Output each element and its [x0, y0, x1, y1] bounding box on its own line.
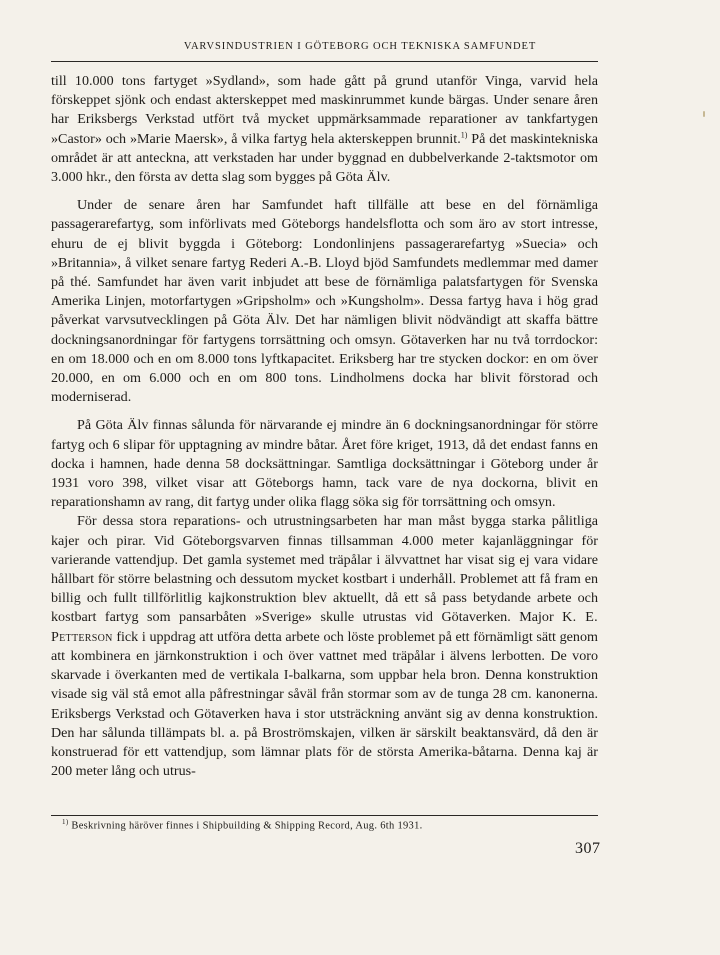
paragraph-4-text: För dessa stora reparations- och utrustningsarbeten har man måst bygga starka pålitliga kajer och pirar. Vid Göteborgsvarven finnas tillsamman 4.000 meter kajanläggningar för varierande vattendjup. Det gamla systemet med träpålar i älvvattnet har visat sig ej vara vidare hållbart för större belastning och dessutom mycket kostbart i underhåll. Problemet att få fram en billig och fullt tillförlitlig kajkonstruktion blev aktuellt, då ett så pass betydande arbete och kostbart fartyg som pansarbåten »Sverige» skulle utrustas vid Götaverken. Major	[51, 513, 598, 626]
margin-mark	[703, 111, 705, 117]
paragraph-3: På Göta Älv finnas sålunda för närvarande ej mindre än 6 dockningsanordningar för större fartyg och 6 slipar för upptagning av mindre båtar. Året före kriget, 1913, då det endast fanns en docka i hamnen, hade denna 58 docksättningar. Samtliga docksättningar i Göteborg under år 1931 voro 398, vilket visar att Göteborgs hamn, tack vare de nya dockorna, blivit en reparationshamn av rang, dit fartyg under olika flagg söka sig för torrsättning och omsyn.	[51, 417, 598, 511]
paragraph-4-end: fick i uppdrag att utföra detta arbete och löste problemet på ett förnämligt sätt genom att kombinera en järnkonstruktion i och över vattnet med träpålar i älvens lerbotten. De voro skarvade i överkanten med de vertikala I-balkarna, som uppbar hela bron. Denna konstruktion visade sig väl stå emot alla påfrestningar såväl från stormar som av de tunga 28 cm. kanonerna. Eriksbergs Verkstad och Götaverken hava i stor utsträckning använt sig av denna konstruktion. Den har sålunda tillämpats bl. a. på Broströmskajen, vilken är särskilt beaktansvärd, då den är konstruerad för ett vattendjup, som lämnar plats för de största Amerika-båtarna. Denna kaj är 200 meter lång och utrus-	[51, 628, 598, 780]
footnote	[62, 818, 423, 832]
paragraph-1-end: På det maskintekniska området är att anteckna, att verkstaden har under byggnad en dubbelverkande 2-taktsmotor om 3.000 hkr., den första av detta slag som bygges på Göta Älv.	[51, 130, 598, 186]
footnote-rule	[51, 815, 598, 816]
person-name: K. E. Petterson	[51, 609, 598, 645]
footnote-text: Beskrivning häröver finnes i Shipbuilding & Shipping Record, Aug. 6th 1931.	[71, 820, 423, 832]
running-header: VARVSINDUSTRIEN I GÖTEBORG OCH TEKNISKA SAMFUNDET	[183, 41, 537, 52]
header-rule	[51, 61, 598, 62]
body-text	[51, 72, 598, 781]
footnote-marker: 1)	[62, 818, 69, 826]
paragraph-2: Under de senare åren har Samfundet haft tillfälle att bese en del förnämliga passagerarefartyg, som införlivats med Göteborgs handelsflotta och som äro av stort intresse, ehuru de ej blivit byggda i Göteborg: Londonlinjens passagerarefartyg »Suecia» och »Britannia», å vilket senare fartyg Rederi A.-B. Lloyd bjöd Samfundets medlemmar med damer på thé. Samfundet har även varit inbjudet att bese de förnämliga palatsfartygen för Svenska Amerika Linjen, motorfartygen »Gripsholm» och »Kungsholm». Dessa fartyg hava i hög grad påverkat varvsutvecklingen på Göta Älv. Det har nämligen blivit nödvändigt att skaffa bättre dockningsanordningar för fartygens torrsättning och omsyn. Götaverken har nu två torrdockor: en om 18.000 och en om 8.000 tons lyftkapacitet. Eriksberg har tre stycken dockor: en om över 20.000, en om 6.000 och en om 800 tons. Lindholmens docka har blivit förstorad och moderniserad.	[51, 197, 598, 406]
footnote-reference: 1)	[460, 129, 468, 139]
paragraph-4	[51, 512, 598, 781]
page-number: 307	[575, 840, 601, 857]
paragraph-1-text: till 10.000 tons fartyget »Sydland», som hade gått på grund utanför Vinga, varvid hela förskeppet sjönk och endast akterskeppet med maskinrummet kunde bärgas. Under senare åren har Eriksbergs Verkstad utfört två mycket uppmärksammade reparationer av tankfartygen »Castor» och »Marie Maersk», å vilka fartyg hela akterskeppen brunnit.	[51, 73, 598, 147]
paragraph-1	[51, 72, 598, 187]
